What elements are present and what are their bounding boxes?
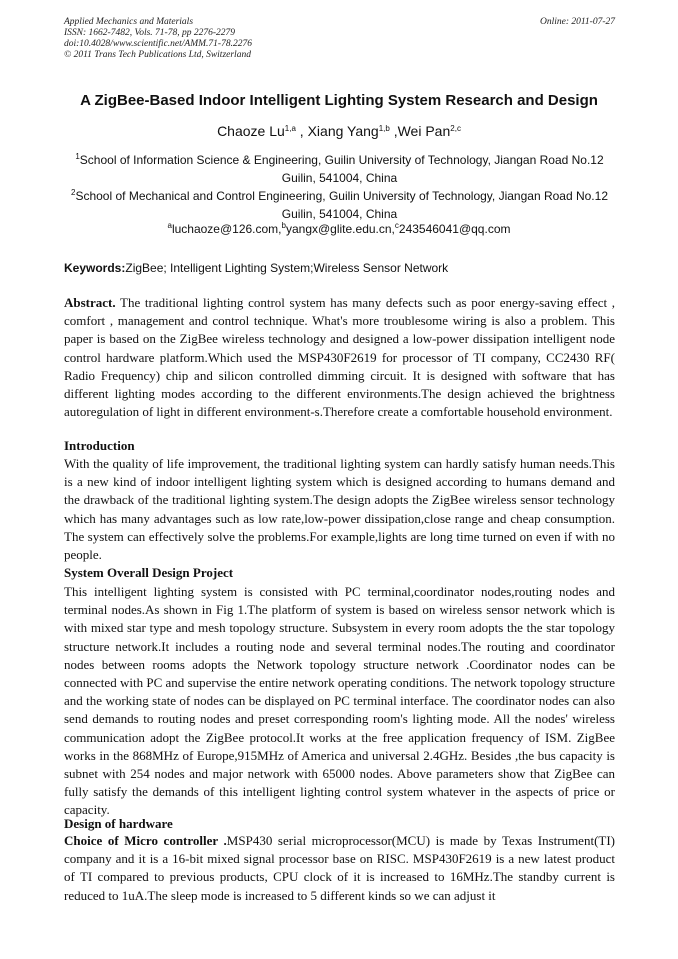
email-list [0,222,678,236]
author-affil-mark: 2,c [450,124,461,133]
section-heading-introduction: Introduction [64,438,135,453]
email-mark: b [281,221,286,230]
abstract-paragraph [64,294,615,421]
author-list [0,123,678,139]
email-address: 243546041@qq.com [398,222,511,236]
author-separator: , [295,123,308,139]
issn-line: ISSN: 1662-7482, Vols. 71-78, pp 2276-2279 [64,28,235,38]
abstract-text: The traditional lighting control system has many defects such as poor energy-saving effect , comfort , management and control technique. What's more troublesome wiring is also a problem. This paper is based on the ZigBee wireless technology and designed a low-power dissipation intelligent node control hardware platform.Which used the MSP430F2619 for processor of TI company, CC2430 RF( Radio Frequency) chip and silicon controlled dimming circuit. It is designed with software that has different lighting modes according to the different environments.The design achieved the brightness autoregulation of light in different environment-s.Therefore create a comfortable household environment. [64,295,615,420]
email-address: yangx@glite.edu.cn, [285,222,395,236]
author-separator: , [389,123,398,139]
section-heading-hardware: Design of hardware [64,816,173,831]
abstract-label: Abstract. [64,295,116,310]
hardware-paragraph [64,832,615,905]
keywords-label: Keywords: [64,261,126,275]
section-heading-system-design: System Overall Design Project [64,565,234,580]
system-design-paragraph: This intelligent lighting system is consisted with PC terminal,coordinator nodes,routing nodes and terminal nodes.As shown in Fig 1.The platform of system is based on wireless sensor network which is with mixed star type and mesh topology structure. Subsystem in every room adopts the the star topology structure network.It includes a routing node and several terminal nodes.The routing and coordinator nodes between rooms adopts the Network topology structure network .Coordinator nodes can be connected with PC and supervise the entire network operating conditions. The network topology structure and the working state of nodes can be displayed on PC terminal interface. The coordinator nodes can also send demands to routing nodes and preset corresponding room's lighting mode. All the nodes' wireless communication adopt the ZigBee protocol.It works at the free application frequency of ISM. ZigBee works in the 868MHz of Europe,915MHz of America and universal 2.4GHz. Besides ,the bus capacity is subnet with 254 nodes and major network with 65000 nodes. Above parameters show that ZigBee can fully satisfy the demands of this intelligent lighting control system whatever in the aspects of price or capacity. [64,584,615,818]
online-date: Online: 2011-07-27 [539,17,615,27]
affiliation-1 [64,151,615,187]
subsection-lead: Choice of Micro controller . [64,833,227,848]
hardware-text: MSP430 serial microprocessor(MCU) is made by Texas Instrument(TI) company and it is a 16-bit mixed signal processor base on RISC. MSP430F2619 is a new latest product of TI compared to previous products, CPU clock of it is increased to 16MHz.The standby current is reduced to 1uA.The sleep mode is increased to 5 different kinds so we can adjust it [64,833,615,903]
email-mark: c [394,221,399,230]
affiliation-number: 1 [75,152,80,161]
author-affil-mark: 1,a [284,124,296,133]
author-name: Wei Pan [397,123,451,139]
journal-name: Applied Mechanics and Materials [64,17,194,27]
doi-line: doi:10.4028/www.scientific.net/AMM.71-78.2276 [64,39,252,49]
introduction-paragraph: With the quality of life improvement, the traditional lighting system can hardly satisfy human needs.This is a new kind of indoor intelligent lighting system which is designed according to humans demand and the drawback of the traditional lighting system.The design adopts the ZigBee wireless sensor technology which has many advantages such as low rate,low-power dissipation,close range and cheap consumption. The system can effectively solve the problems.For example,lights are long time turned on even if with no people. [64,456,615,563]
author-name: Xiang Yang [307,123,379,139]
affiliation-text: School of Information Science & Engineering, Guilin University of Technology, Jiangan Road No.12 Guilin, 541004, China [79,153,604,185]
author-name: Chaoze Lu [217,123,285,139]
email-address: luchaoze@126.com, [171,222,282,236]
affiliation-number: 2 [71,188,76,197]
paper-title: A ZigBee-Based Indoor Intelligent Lighting System Research and Design [80,92,598,109]
affiliation-text: School of Mechanical and Control Engineering, Guilin University of Technology, Jiangan Road No.12 Guilin, 541004, China [75,189,608,221]
author-affil-mark: 1,b [378,124,390,133]
journal-info [64,17,252,61]
keywords-line [64,261,448,275]
email-mark: a [167,221,172,230]
affiliation-2 [64,187,615,223]
keywords-text: ZigBee; Intelligent Lighting System;Wireless Sensor Network [125,261,449,275]
copyright-line: © 2011 Trans Tech Publications Ltd, Switzerland [64,50,251,60]
